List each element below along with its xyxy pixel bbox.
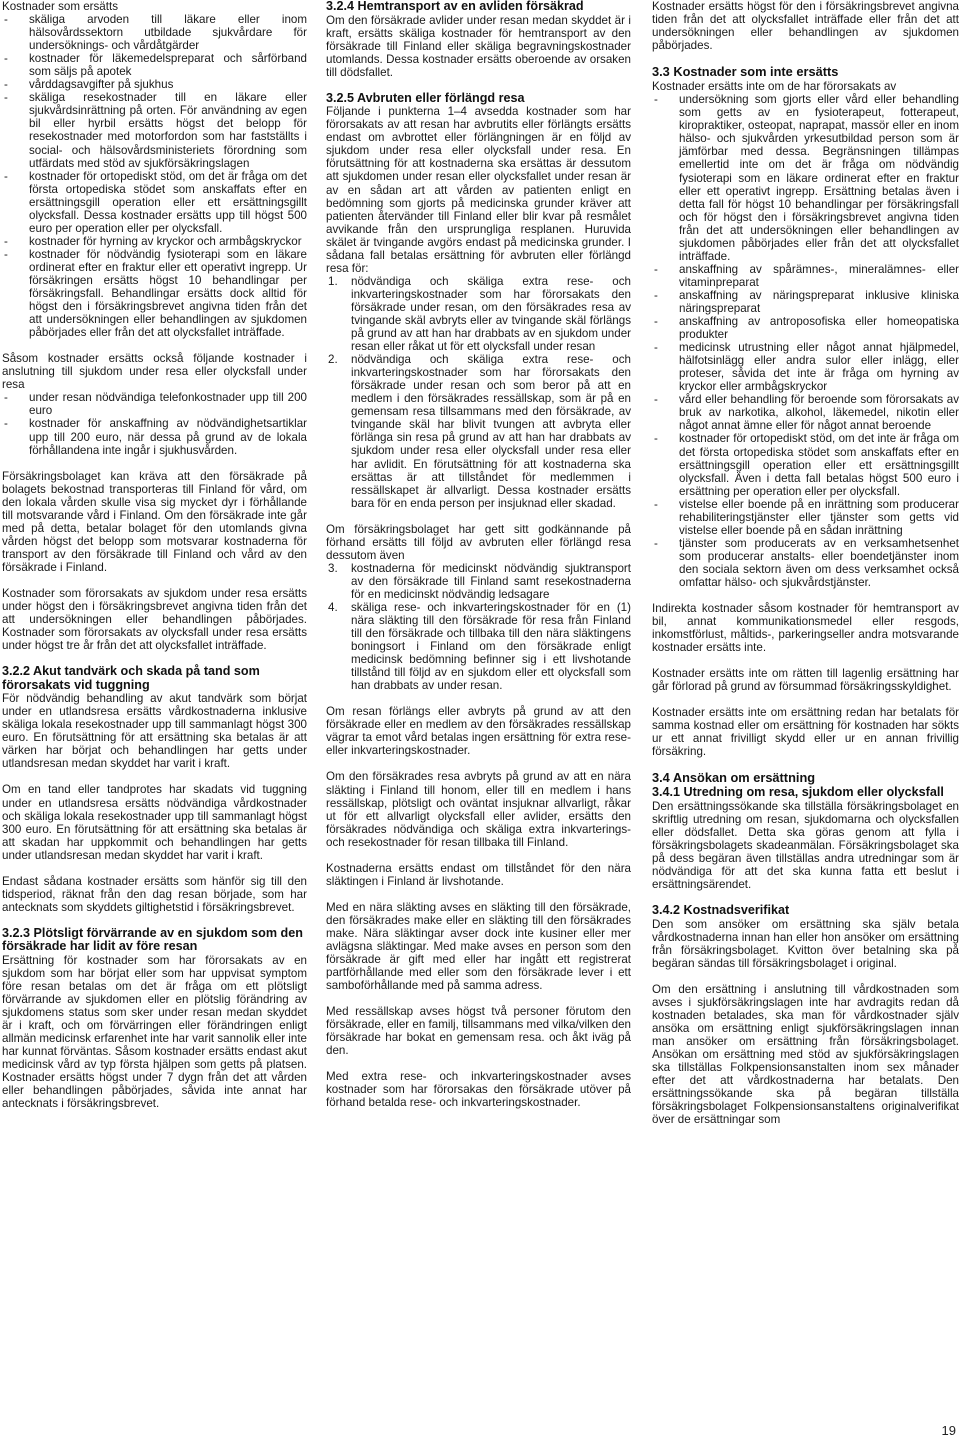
paragraph: Endast sådana kostnader ersätts som hänför sig till den tidsperiod, räknat från den dag resan började, som har antecknats som skyddets giltighetstid i försäkringsbrevet. (2, 874, 307, 914)
list-item: - medicinsk utrustning eller något annat hjälpmedel, hälfotsinlägg eller andra sulor eller inlägg, eller proteser, såvida det inte är fråga om hyrning av kryckor eller armbågskryckor (652, 341, 959, 393)
intro-line: Kostnader som ersätts (2, 0, 118, 13)
paragraph: Försäkringsbolaget kan kräva att den försäkrade på bolagets bekostnad transporteras till Finland för vård, om den lokala vården skulle visa sig mycket dyr i förhållande till motsvarande vård i Finland. Om den försäkrade inte går med på detta, betalar bolaget för den utomlands givna vården högst det belopp som motsvarar kostnaderna för transport av den försäkrade till Finland och vård av den försäkrade i Finland. (2, 469, 307, 574)
paragraph: Om den ersättning i anslutning till vårdkostnaden som avses i sjukförsäkringslagen inte har avdragits redan då kostnaden betalades, ska man för vårdkostnader själv ansöka om ersättning enligt sjukförsäkringslagen innan man ansöker om ersättning från försäkringsbolaget. Ansökan om ersättning med stöd av sjukförsäkringslagen ska tillställas Folkpensionsanstalten inom sex månader efter det att vårdkostnaderna har betalats. Den ersättningssökande ska på begäran tillställa försäkringsbolaget Folkpensionsanstaltens originalverifikat över de ersättningar som (652, 983, 959, 1127)
numbered-list-a (326, 275, 631, 510)
column-right (652, 0, 959, 1140)
list-item: 1. nödvändiga och skäliga extra rese- och inkvarteringskostnader som har förorsakats den försäkrade under resan, om den försäkrades resa av tvingande skäl avbryts eller av tvingande skäl förlängs på grund av att han har drabbats av en sjukdom under resan eller råkat ut för ett olycksfall under resan (328, 274, 631, 354)
paragraph: Kostnader som förorsakats av sjukdom under resa ersätts under högst den i försäkringsbrevet angivna tiden från det att undersökningen eller behandlingen påbörjades. Kostnader som förorsakats av olycksfall under resa ersätts under högst tre år från det att olycksfallet inträffade. (2, 586, 307, 653)
list-item: - kostnader för nödvändig fysioterapi som en läkare ordinerat efter en fraktur eller ett operativt ingrepp. Ur försäkringen ersätts högst 10 behandlingar per försäkringsfall. Behandlingar ersätts dock alltid för högst den i försäkringsbrevet angivna tiden från det att undersökningen eller behandlingen av sjukdomen påbörjades eller från det att olycksfallet inträffade. (2, 248, 307, 339)
paragraph: Om den försäkrade avlider under resan medan skyddet är i kraft, ersätts skäliga kostnader för hemtransport av den försäkrade till Finland eller skäliga begravningskostnader utomlands. Dessa kostnader ersätts oberoende av orsaken till dödsfallet. (326, 13, 631, 79)
numbered-list-b (326, 562, 631, 692)
paragraph: Följande i punkterna 1–4 avsedda kostnader som har förorsakats av att resan har avbrutits eller förlängts ersätts endast om avbrottet eller förlängningen är en följd av sjukdom under resa eller olycksfall under resa. En förutsättning för att kostnaderna ska ersättas är dessutom att sjukdomen under resan eller olycksfallet under resan är av en sådan art att vården av patienten enligt en bedömning som gjorts på medicinska grunder kräver att patienten återvänder till Finland eller blir kvar på resmålet avvikande från den ursprungliga resplanen. Huruvida skälet är tvingande avgörs endast på medicinska grunder. I sådana fall betalas ersättning för avbruten eller förlängd resa för: (326, 105, 631, 275)
section-heading-342: 3.4.2 Kostnadsverifikat (652, 903, 790, 918)
list-item: 4. skäliga rese- och inkvarteringskostnader för en (1) nära släkting till den försäkrade för resa från Finland till den försäkrade och tillbaka till den nära släktingens boningsort i Finland om den försäkrade enligt medicinsk bedömning befinner sig i ett livshotande tillstånd till följd av en sjukdom eller ett olycksfall som han drabbats av under resan. (328, 600, 631, 693)
paragraph: Om försäkringsbolaget har gett sitt godkännande på förhand ersätts till följd av avbruten eller förlängd resa dessutom även (326, 522, 631, 562)
list-item: - anskaffning av näringspreparat inklusive kliniska näringspreparat (652, 289, 959, 315)
list-item: - under resan nödvändiga telefonkostnader upp till 200 euro (2, 391, 307, 417)
section-heading-322: 3.2.2 Akut tandvärk och skada på tand som förorsakats vid tuggning (2, 664, 260, 692)
column-left (2, 0, 307, 1123)
list-item: 2. nödvändiga och skäliga extra rese- och inkvarteringskostnader som har förorsakats den försäkrade under resan och som beror på att en medlem i den försäkrades ressällskap, som är på en gemensam resa tillsammans med den försäkrade, av tvingande skäl har blivit tvungen att avbryta eller förlänga sin resa på grund av att han har drabbats av sjukdom under resa eller olycksfall under resa eller har avlidit. En förutsättning för att kostnaderna ska ersättas är att tillståndet för medlemmen i ressällskapet är allvarligt. Dessa kostnader ersätts bara för en enda person per insjuknad eller skadad. (328, 353, 631, 510)
paragraph: Indirekta kostnader såsom kostnader för hemtransport av bil, annat kommunikationsmedel eller resgods, inkomstförlust, måltids-, parkeringseller andra motsvarande kostnader ersätts inte. (652, 602, 959, 655)
list-item: - undersökning som gjorts eller vård eller behandling som getts av en fysioterapeut, fotterapeut, kiropraktiker, osteopat, naprapat, massör eller en inom hälso- och sjukvården yrkesutbildad person som är jämförbar med dessa. Begränsningen tillämpas emellertid inte om det är fråga om nödvändig fysioterapi som en läkare ordinerat efter en fraktur eller ett operativt ingrepp. Ersättning betalas även i detta fall för högst 10 behandlingar per försäkringsfall och för högst den i försäkringsbrevet angivna tiden från det att undersökningen eller behandlingen av sjukdomen påbörjades eller från det att olycksfallet inträffade. (652, 93, 959, 263)
paragraph: Med en nära släkting avses en släkting till den försäkrade, den försäkrades make eller en släkting till den försäkrades make. Nära släktingar avser dock inte kusiner eller mer avlägsna släktingar. Med make avses en person som den försäkrade är gift med eller har ingått ett registrerat partförhållande med eller som den försäkrade lever i ett samboförhållande med på samma adress. (326, 900, 631, 993)
list-item: - anskaffning av antroposofiska eller homeopatiska produkter (652, 315, 959, 341)
section-heading-325: 3.2.5 Avbruten eller förlängd resa (326, 90, 525, 105)
column-middle (326, 0, 631, 1123)
list-item: - skäliga resekostnader till en läkare eller sjukvårdsinrättning på orten. För användning av egen bil eller hyrbil ersätts högst det belopp för resekostnader med motorfordon som har fastställts i social- och hälsovårdsministeriets förordning som utfärdats med stöd av sjukförsäkringslagen (2, 91, 307, 169)
section-heading-323: 3.2.3 Plötsligt förvärrande av en sjukdom som den försäkrade har lidit av före resan (2, 925, 303, 954)
list-item: 3. kostnaderna för medicinskt nödvändig sjuktransport av den försäkrade till Finland samt resekostnaderna för en medicinskt nödvändig ledsagare (328, 561, 631, 601)
section-heading-34: 3.4 Ansökan om ersättning (652, 770, 816, 786)
list-item: - kostnader för ortopediskt stöd, om det inte är fråga om det första ortopediska stödet som anskaffats efter en ersättningsgill operation eller ett ersättningsgillt olycksfall. Även i detta fall betalas högst 500 euro i ersättning per operation eller per olycksfall. (652, 432, 959, 497)
paragraph: Den ersättningssökande ska tillställa försäkringsbolaget en skriftlig utredning om resan, sjukdomarna och olycksfallen eller dödsfallet. Detta ska göras genom att fylla i försäkringsbolagets skadeanmälan. Försäkringsbolaget ska på dess begäran även tillställas andra utredningar som är nödvändiga för att det ska kunna fatta ett beslut i ersättningsärendet. (652, 799, 959, 892)
list-item: - vårddagsavgifter på sjukhus (2, 78, 307, 91)
paragraph: Kostnader ersätts inte om rätten till lagenlig ersättning har går förlorad på grund av försummad försäkringsskyldighet. (652, 667, 959, 694)
paragraph: Kostnader ersätts inte om ersättning redan har betalats för samma kostnad eller om ersättning för kostnaden har sökts ur ett annat frivilligt skydd eller ur en annan frivillig försäkring. (652, 706, 959, 759)
list-item: - skäliga arvoden till läkare eller inom hälsovårdssektorn utbildade sjukvårdare för undersöknings- och vårdåtgärder (2, 13, 307, 52)
list-item: - tjänster som producerats av en verksamhetsenhet som producerar anstalts- eller boendetjänster inom den sociala sektorn även om dess verksamhet också omfattar hälso- och sjukvårdstjänster. (652, 537, 959, 589)
paragraph: Med extra rese- och inkvarteringskostnader avses kostnader som har förorsakas den försäkrade utöver på förhand betalda rese- och inkvarteringskostnader. (326, 1070, 631, 1110)
list-item: - anskaffning av spårämnes-, mineralämnes- eller vitaminpreparat (652, 263, 959, 289)
paragraph: Med ressällskap avses högst två personer förutom den försäkrade, eller en familj, tillsammans med vilka/vilken den försäkrade har bokat en gemensam resa. och åkt iväg på den. (326, 1005, 631, 1058)
section-heading-341: 3.4.1 Utredning om resa, sjukdom eller olycksfall (652, 785, 944, 800)
covered-costs-list (2, 13, 307, 339)
section-heading-324: 3.2.4 Hemtransport av en avliden försäkrad (326, 0, 584, 13)
paragraph: Om den försäkrades resa avbryts på grund av att en nära släkting i Finland till honom, eller till en medlem i hans ressällskap, plötsligt och oväntat insjuknar allvarligt, råkar ut för ett allvarligt olycksfall eller avlider, ersätts den försäkrades nödvändiga och skäliga extra inkvarterings- och resekostnader för resan tillbaka till Finland. (326, 770, 631, 849)
paragraph: Kostnader ersätts inte om de har förorsakats av (652, 80, 897, 94)
paragraph: Kostnader ersätts högst för den i försäkringsbrevet angivna tiden från det att olycksfallet inträffade eller från det att undersökningen eller behandlingen av sjukdomen påbörjades. (652, 0, 959, 53)
paragraph: Om resan förlängs eller avbryts på grund av att den försäkrade eller en medlem av den försäkrades ressällskap vägrar ta emot vård betalas ingen ersättning för extra rese- eller inkvarteringskostnader. (326, 705, 631, 758)
paragraph: Såsom kostnader ersätts också följande kostnader i anslutning till sjukdom under resa eller olycksfall under resa (2, 352, 307, 392)
paragraph: Ersättning för kostnader som har förorsakats av en sjukdom som har börjat eller som har uppvisat symptom före resan betalas om det är fråga om ett plötsligt förvärrande av sjukdomen eller en plötslig förändring av sjukdomens status som sker under resan medan skyddet är i kraft, och om förvärringen eller förändringen enligt allmän medicinsk erfarenhet inte har varit sannolik eller inte har kunnat förväntas. Såsom kostnader ersätts endast akut medicinsk vård av typ första hjälpen som getts på platsen. Kostnader ersätts högst under 7 dygn från det att vården eller behandlingen påbörjades, såvida inte annat har antecknats i försäkringsbrevet. (2, 953, 307, 1111)
paragraph: Den som ansöker om ersättning ska själv betala vårdkostnaderna innan han eller hon ansöker om ersättning från försäkringsbolaget. Kvitton över betalning ska på begäran sändas till försäkringsbolaget i original. (652, 917, 959, 970)
list-item: - vistelse eller boende på en inrättning som producerar rehabiliteringstjänster eller tjänster som getts vid vistelse eller boende på en sådan inrättning (652, 498, 959, 537)
list-item: - kostnader för ortopediskt stöd, om det är fråga om det första ortopediska stödet som anskaffats efter en ersättningsgill operation eller ett ersättningsgillt olycksfall. Dessa kostnader ersätts upp till högst 500 euro per operation eller per olycksfall. (2, 170, 307, 235)
not-covered-list (652, 93, 959, 589)
paragraph: Om en tand eller tandprotes har skadats vid tuggning under en utlandsresa ersätts nödvändiga vårdkostnader och skäliga lokala resekostnader upp till sammanlagt högst 300 euro. En förutsättning för att ersättning ska betalas är att skadan har uppkommit och behandlingen har getts under utlandsresan medan skyddet har varit i kraft. (2, 783, 307, 862)
paragraph: För nödvändig behandling av akut tandvärk som börjat under en utlandsresa ersätts vårdkostnaderna inklusive skäliga lokala resekostnader upp till sammanlagt högst 300 euro. En förutsättning för att ersättning ska betalas är att värken har börjat och behandlingen har getts under utlandsresan medan skyddet har varit i kraft. (2, 692, 307, 771)
page-number: 19 (941, 1423, 956, 1438)
list-item: - vård eller behandling för beroende som förorsakats av bruk av narkotika, alkohol, läkemedel, nikotin eller något annat ämne eller för något annat beroende (652, 393, 959, 432)
list-item: - kostnader för hyrning av kryckor och armbågskryckor (2, 235, 307, 248)
paragraph: Kostnaderna ersätts endast om tillståndet för den nära släktingen i Finland är livshotande. (326, 861, 631, 888)
list-item: - kostnader för läkemedelspreparat och sårförband som säljs på apotek (2, 52, 307, 78)
section-heading-33: 3.3 Kostnader som inte ersätts (652, 64, 839, 80)
additional-costs-list (2, 391, 307, 456)
list-item: - kostnader för anskaffning av nödvändighetsartiklar upp till 200 euro, när dessa på grund av de lokala förhållandena inte ingår i sjukhusvården. (2, 417, 307, 456)
